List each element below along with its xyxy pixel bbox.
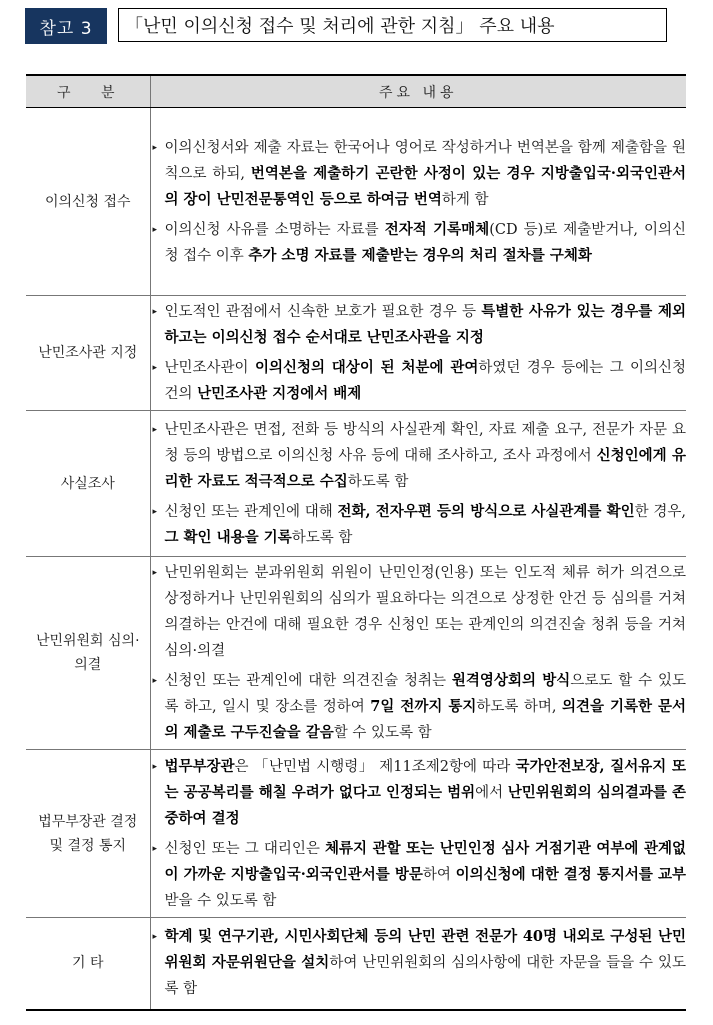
bullet-item: [151, 836, 687, 914]
bullet-arrow-icon: ▸: [152, 224, 158, 235]
body-text: 할 수 있도록 함: [333, 725, 432, 741]
body-text: 으로도 할 수 있도록 하고, 일시 및 장소를 정하여: [164, 673, 687, 715]
bullet-item: [151, 499, 687, 551]
bullet-item: [151, 924, 687, 1002]
bullet-list: [151, 299, 687, 407]
table-header-row: [26, 75, 686, 108]
row-content: [150, 918, 686, 1010]
row-content: [150, 411, 686, 557]
table-row: [26, 296, 686, 411]
table-row: [26, 750, 686, 918]
bullet-arrow-icon: ▸: [152, 843, 158, 854]
bullet-arrow-icon: ▸: [152, 676, 158, 686]
emphasized-text: 난민조사관 지정에서 배제: [197, 385, 362, 402]
bullet-item: [151, 668, 687, 746]
bullet-list: [151, 135, 687, 269]
emphasized-text: 특별한 사유가 있는 경우를 제외하고는 이의신청 접수 순서대로 난민조사관을 지정: [164, 303, 686, 346]
row-category: 법무부장관 결정 및 결정 통지: [26, 750, 150, 918]
bullet-item: [151, 217, 687, 269]
row-content: [150, 557, 686, 750]
emphasized-text: 이의신청의 대상이 된 처분에 관여: [254, 359, 479, 376]
table-row: [26, 918, 686, 1010]
bullet-item: [151, 754, 687, 832]
bullet-arrow-icon: ▸: [152, 307, 158, 317]
bullet-item: [151, 135, 687, 213]
emphasized-text: 7일 전까지 통지: [370, 698, 477, 715]
bullet-list: [151, 754, 687, 914]
document-title: 「난민 이의신청 접수 및 처리에 관한 지침」 주요 내용: [118, 8, 667, 42]
bullet-list: [151, 560, 687, 746]
row-category: 난민조사관 지정: [26, 296, 150, 411]
body-text: 신청인 또는 관계인에 대한 의견진술 청취는: [164, 673, 452, 689]
body-text: 난민조사관은 면접, 전화 등 방식의 사실관계 확인, 자료 제출 요구, 전문가 자문 요청 등의 방법으로 이의신청 사유 등에 대해 조사하고, 조사 과정에서: [164, 421, 686, 464]
body-text: 신청인 또는 관계인에 대해: [164, 503, 338, 520]
table-row: [26, 411, 686, 557]
body-text: 난민위원회는 분과위원회 위원이 난민인정(인용) 또는 인도적 체류 허가 의견으로 상정하거나 난민위원회의 심의가 필요하다는 의견으로 상정한 안건 등 심의를 거쳐 의결하는 안건에 대해 필요한 경우 신청인 또는 관계인의 의견진술 청취 등을 거쳐 심의·의결: [164, 565, 686, 659]
row-category: 난민위원회 심의·의결: [26, 557, 150, 750]
body-text: 하여: [422, 866, 456, 883]
table-row: [26, 557, 686, 750]
guidelines-table: [26, 74, 686, 1011]
bullet-item: [151, 560, 687, 664]
body-text: 하게 함: [441, 191, 489, 208]
row-content: [150, 296, 686, 411]
body-text: 난민조사관이: [164, 360, 255, 376]
bullet-arrow-icon: ▸: [152, 506, 158, 517]
bullet-item: [151, 299, 687, 351]
body-text: 하도록 함: [291, 529, 353, 546]
emphasized-text: 국가안전보장, 질서유지 또는 공공복리를 해칠 우려가 없다고 인정되는 범위: [164, 757, 686, 801]
emphasized-text: 원격영상회의 방식: [451, 672, 571, 689]
emphasized-text: 신청인에게 유리한 자료도 적극적으로 수집: [164, 446, 687, 490]
row-category: 사실조사: [26, 411, 150, 557]
table-row: [26, 108, 686, 296]
bullet-list: [151, 417, 687, 551]
reference-badge: 참고 3: [25, 8, 107, 44]
row-content: [150, 750, 686, 918]
row-content: [150, 108, 686, 296]
bullet-arrow-icon: ▸: [152, 142, 158, 153]
emphasized-text: 번역본을 제출하기 곤란한 사정이 있는 경우 지방출입국·외국인관서의 장이 난민전문통역인 등으로 하여금 번역: [164, 164, 686, 208]
bullet-arrow-icon: ▸: [152, 932, 158, 943]
emphasized-text: 이의신청에 대한 결정 통지서를 교부: [455, 865, 687, 883]
emphasized-text: 전자적 기록매체: [384, 220, 490, 238]
body-text: 하도록 함: [347, 473, 409, 490]
body-text: 에서: [475, 784, 508, 801]
body-text: 한 경우,: [634, 503, 686, 520]
emphasized-text: 추가 소명 자료를 제출받는 경우의 처리 절차를 구체화: [248, 246, 592, 264]
row-category: 기 타: [26, 918, 150, 1010]
bullet-arrow-icon: ▸: [152, 424, 158, 435]
body-text: 신청인 또는 그 대리인은: [164, 840, 325, 857]
bullet-arrow-icon: ▸: [152, 761, 158, 772]
emphasized-text: 학계 및 연구기관, 시민사회단체 등의 난민 관련 전문가 40명 내외로 구성된 난민위원회 자문위원단을 설치: [164, 928, 686, 972]
row-category: 이의신청 접수: [26, 108, 150, 296]
bullet-arrow-icon: ▸: [152, 568, 158, 578]
bullet-item: [151, 355, 687, 407]
column-header-category: 구 분: [26, 75, 150, 108]
emphasized-text: 전화, 전자우편 등의 방식으로 사실관계를 확인: [337, 502, 635, 520]
body-text: 하였던 경우 등에는 그 이의신청 건의: [164, 360, 687, 402]
bullet-item: [151, 417, 687, 495]
bullet-arrow-icon: ▸: [152, 363, 158, 373]
body-text: 인도적인 관점에서 신속한 보호가 필요한 경우 등: [164, 304, 482, 320]
body-text: (CD 등)로 제출받거나, 이의신청 접수 이후: [164, 221, 686, 264]
body-text: 이의신청 사유를 소명하는 자료를: [164, 221, 385, 238]
emphasized-text: 의견을 기록한 문서의 제출로 구두진술을 갈음: [164, 698, 686, 741]
emphasized-text: 난민위원회의 심의결과를 존중하여 결정: [164, 783, 686, 827]
body-text: 하여 난민위원회의 심의사항에 대한 자문을 들을 수 있도록 함: [164, 955, 686, 998]
body-text: 이의신청서와 제출 자료는 한국어나 영어로 작성하거나 번역본을 함께 제출함을 원칙으로 하되,: [164, 139, 686, 182]
emphasized-text: 법무부장관: [164, 757, 235, 775]
body-text: 받을 수 있도록 함: [164, 892, 277, 909]
emphasized-text: 그 확인 내용을 기록: [164, 528, 292, 546]
bullet-list: [151, 924, 687, 1002]
body-text: 은 「난민법 시행령」 제11조제2항에 따라: [234, 758, 516, 775]
emphasized-text: 체류지 관할 또는 난민인정 심사 거점기관 여부에 관계없이 가까운 지방출입국·외국인관서를 방문: [164, 839, 686, 883]
column-header-content: 주요 내용: [150, 75, 686, 108]
body-text: 하도록 하며,: [476, 699, 563, 715]
